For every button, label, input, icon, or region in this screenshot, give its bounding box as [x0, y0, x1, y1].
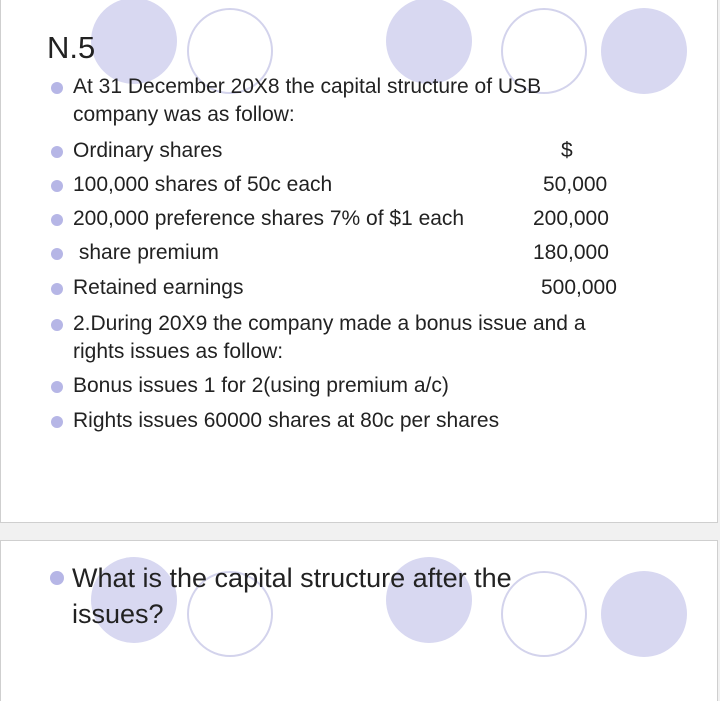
bullet-icon — [51, 82, 63, 94]
question-line: issues? — [72, 599, 164, 629]
list-item-text: Rights issues 60000 shares at 80c per shares — [73, 409, 500, 432]
amount-value: $ — [561, 139, 573, 162]
decorative-filled-circle-icon — [601, 8, 687, 94]
list-item-text: Retained earnings — [73, 276, 244, 299]
bullet-icon — [51, 319, 63, 331]
decorative-filled-circle-icon — [91, 0, 177, 84]
list-item-line: company was as follow: — [73, 103, 295, 126]
amount-value: 180,000 — [533, 241, 609, 264]
bullet-icon — [51, 283, 63, 295]
amount-value: 200,000 — [533, 207, 609, 230]
list-item-line: rights issues as follow: — [73, 340, 284, 363]
decorative-filled-circle-icon — [386, 0, 472, 84]
bullet-icon — [51, 180, 63, 192]
bullet-icon — [50, 571, 64, 585]
list-item-text: share premium — [73, 241, 219, 264]
list-item-text — [73, 310, 586, 366]
question-line: What is the capital structure after the — [72, 563, 512, 593]
list-item-line: 2.During 20X9 the company made a bonus issue and a — [73, 312, 586, 335]
list-item-text: 100,000 shares of 50c each — [73, 173, 333, 196]
bullet-icon — [51, 146, 63, 158]
list-item-line: At 31 December 20X8 the capital structure of USB — [73, 75, 542, 98]
list-item-text — [73, 73, 541, 129]
question-text — [72, 560, 632, 632]
list-item-text: Bonus issues 1 for 2(using premium a/c) — [73, 374, 449, 397]
bullet-icon — [51, 416, 63, 428]
bullet-icon — [51, 214, 63, 226]
list-item-text: 200,000 preference shares 7% of $1 each — [73, 207, 465, 230]
amount-value: 500,000 — [541, 276, 617, 299]
bullet-icon — [51, 248, 63, 260]
amount-value: 50,000 — [543, 173, 608, 196]
list-item-text: Ordinary shares — [73, 139, 223, 162]
bullet-icon — [51, 381, 63, 393]
slide-title: N.5 — [47, 30, 96, 65]
